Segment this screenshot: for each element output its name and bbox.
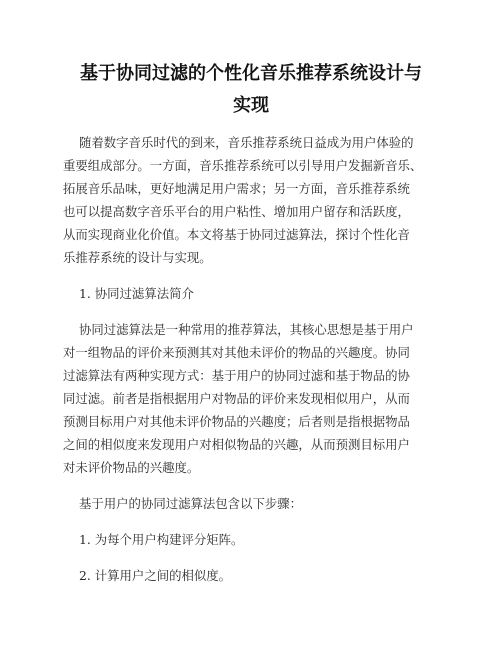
cf-line-3: 过滤算法有两种实现方式：基于用户的协同过滤和基于物品的协 <box>63 368 410 383</box>
cf-line-4: 同过滤。前者是指根据用户对物品的评价来发现相似用户，从而 <box>63 391 410 406</box>
cf-line-2: 对一组物品的评价来预测其对其他未评价的物品的兴趣度。协同 <box>63 345 410 360</box>
cf-line-6: 之间的相似度来发现用户对相似物品的兴趣，从而预测目标用户 <box>63 437 410 452</box>
intro-line-1: 随着数字音乐时代的到来，音乐推荐系统日益成为用户体验的 <box>79 135 414 150</box>
intro-line-2: 重要组成部分。一方面，音乐推荐系统可以引导用户发掘新音乐、 <box>63 158 423 173</box>
document-title-line-2: 实现 <box>233 95 269 116</box>
intro-line-6: 乐推荐系统的设计与实现。 <box>63 250 212 265</box>
document-title-line-1: 基于协同过滤的个性化音乐推荐系统设计与 <box>80 63 422 84</box>
cf-line-7: 对未评价物品的兴趣度。 <box>63 460 200 475</box>
intro-line-5: 从而实现商业化价值。本文将基于协同过滤算法，探讨个性化音 <box>63 227 410 242</box>
step-item-2: 2. 计算用户之间的相似度。 <box>79 568 232 583</box>
steps-intro: 基于用户的协同过滤算法包含以下步骤： <box>79 496 303 511</box>
step-item-1: 1. 为每个用户构建评分矩阵。 <box>79 532 244 547</box>
intro-line-3: 拓展音乐品味，更好地满足用户需求；另一方面，音乐推荐系统 <box>63 181 410 196</box>
section-heading: 1. 协同过滤算法简介 <box>79 286 194 301</box>
cf-line-1: 协同过滤算法是一种常用的推荐算法，其核心思想是基于用户 <box>79 322 414 337</box>
cf-line-5: 预测目标用户对其他未评价物品的兴趣度；后者则是指根据物品 <box>63 414 410 429</box>
intro-line-4: 也可以提高数字音乐平台的用户粘性、增加用户留存和活跃度， <box>63 204 410 219</box>
